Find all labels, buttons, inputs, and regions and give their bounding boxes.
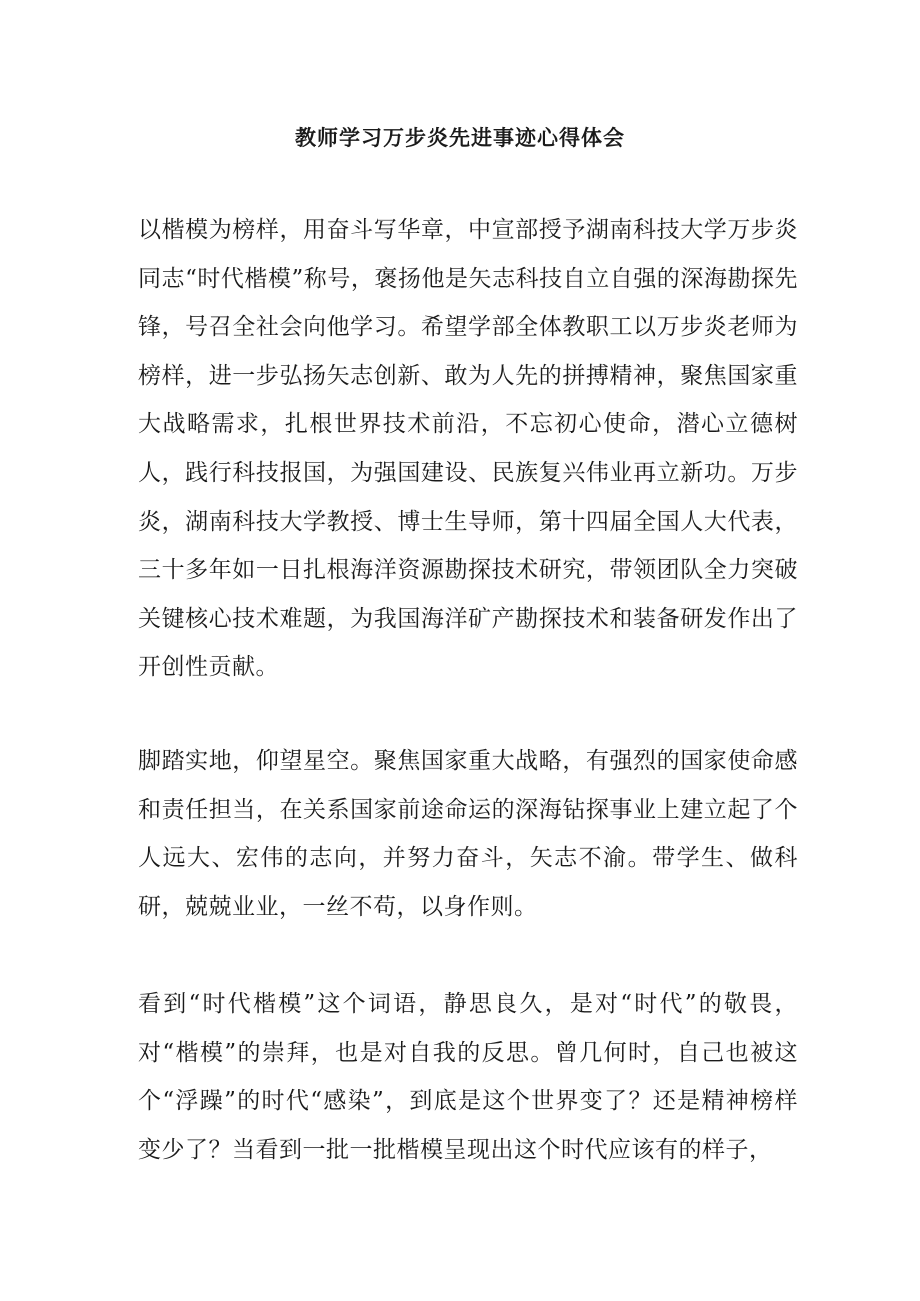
paragraph-3: 看到“时代楷模”这个词语，静思良久，是对“时代”的敬畏，对“楷模”的崇拜，也是对自我的反思。曾几何时，自己也被这个“浮躁”的时代“感染”，到底是这个世界变了？还是精神榜样变少了？当看到一批一批楷模呈现出这个时代应该有的样子， [138, 991, 798, 1163]
paragraph-2: 脚踏实地，仰望星空。聚焦国家重大战略，有强烈的国家使命感和责任担当，在关系国家前途命运的深海钻探事业上建立起了个人远大、宏伟的志向，并努力奋斗，矢志不渝。带学生、做科研，兢兢业业，一丝不苟，以身作则。 [138, 748, 798, 920]
paragraph-1: 以楷模为榜样，用奋斗写华章，中宣部授予湖南科技大学万步炎同志“时代楷模”称号，褒扬他是矢志科技自立自强的深海勘探先锋，号召全社会向他学习。希望学部全体教职工以万步炎老师为榜样，进一步弘扬矢志创新、敢为人先的拼搏精神，聚焦国家重大战略需求，扎根世界技术前沿，不忘初心使命，潜心立德树人，践行科技报国，为强国建设、民族复兴伟业再立新功。万步炎，湖南科技大学教授、博士生导师，第十四届全国人大代表，三十多年如一日扎根海洋资源勘探技术研究，带领团队全力突破关键核心技术难题，为我国海洋矿产勘探技术和装备研发作出了开创性贡献。 [138, 217, 798, 681]
document-title: 教师学习万步炎先进事迹心得体会 [295, 125, 625, 150]
